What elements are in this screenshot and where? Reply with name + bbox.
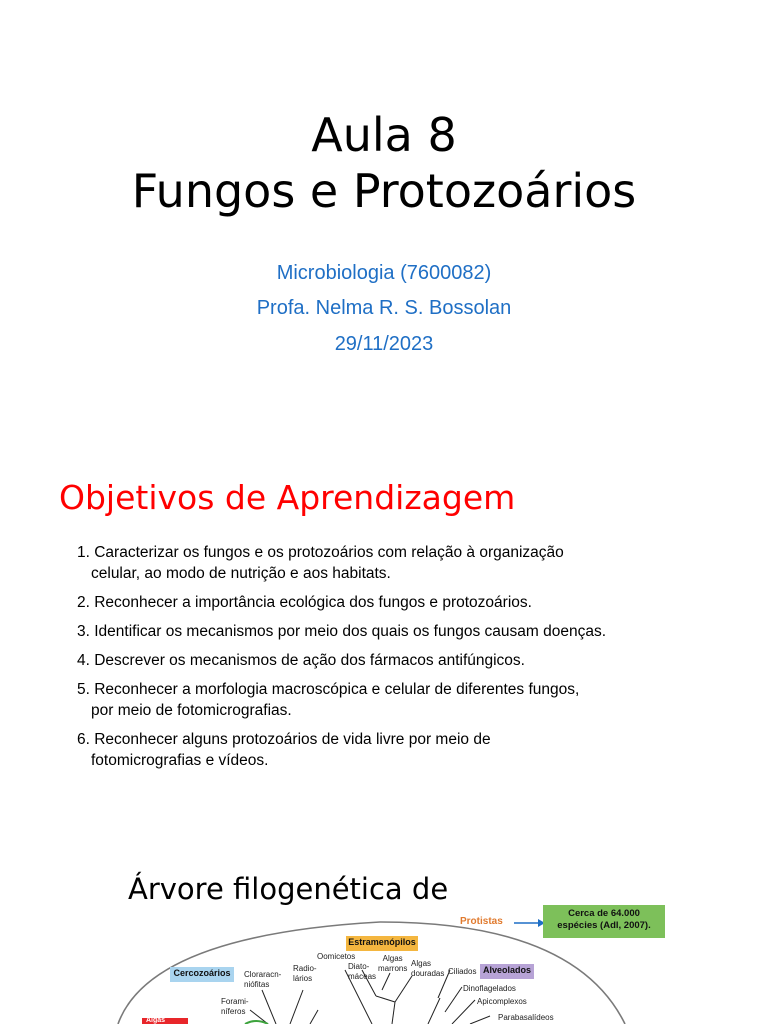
tree-label-line: Diato- xyxy=(348,962,370,971)
professor-name: Profa. Nelma R. S. Bossolan xyxy=(256,297,512,319)
lecture-number: Aula 8 xyxy=(311,108,457,162)
course-name: Microbiologia (7600082) xyxy=(276,262,492,284)
lecture-date: 29/11/2023 xyxy=(334,333,434,355)
lecture-title: Fungos e Protozoários xyxy=(131,164,637,218)
objective-line: 6. Reconhecer alguns protozoários de vida livre por meio de xyxy=(77,731,491,748)
title-slide xyxy=(0,0,768,450)
tree-label-line: marrons xyxy=(378,964,408,973)
objective-line-continued: por meio de fotomicrografias. xyxy=(91,702,292,719)
tree-label-line: Cloraracn- xyxy=(244,970,282,979)
objective-item xyxy=(77,621,757,642)
tree-label-line: Forami- xyxy=(221,997,249,1006)
algas-marrons-label xyxy=(378,954,407,974)
tree-label-line: Algas xyxy=(382,954,403,963)
tree-label-line: douradas xyxy=(411,969,445,978)
species-count-line: espécies (Adl, 2007). xyxy=(557,920,651,931)
ciliados-label: Ciliados xyxy=(448,967,477,976)
objective-line-continued: celular, ao modo de nutrição e aos habitats. xyxy=(91,565,391,582)
species-count-line: Cerca de 64.000 xyxy=(568,908,640,919)
algas-red-label: Algas xyxy=(146,1017,166,1024)
protistas-label: Protistas xyxy=(460,916,503,927)
objective-line-continued: fotomicrografias e vídeos. xyxy=(91,752,269,769)
objective-line: 1. Caracterizar os fungos e os protozoários com relação à organização xyxy=(77,544,564,561)
apicomplexos-label: Apicomplexos xyxy=(477,997,527,1006)
species-count-text xyxy=(543,908,665,932)
foraminiferos-label xyxy=(221,997,249,1017)
alveolados-label: Alveolados xyxy=(482,965,531,975)
diatomaceas-label xyxy=(348,962,376,982)
cercozoarios-label: Cercozoários xyxy=(173,968,231,978)
tree-label-line: lários xyxy=(293,974,313,983)
radiolarios-label xyxy=(293,964,317,984)
objective-item xyxy=(77,679,757,721)
cloraracniofitas-label xyxy=(244,970,281,990)
objectives-slide xyxy=(0,450,768,830)
objective-line: 5. Reconhecer a morfologia macroscópica e celular de diferentes fungos, xyxy=(77,681,580,698)
dinoflagelados-label: Dinoflagelados xyxy=(463,984,516,993)
objective-item xyxy=(77,592,757,613)
objective-item xyxy=(77,542,757,584)
tree-label-line: niófitas xyxy=(244,980,270,989)
oomicetos-label: Oomicetos xyxy=(317,952,356,961)
objective-line: 2. Reconhecer a importância ecológica dos fungos e protozoários. xyxy=(77,594,532,611)
objective-line: 4. Descrever os mecanismos de ação dos fármacos antifúngicos. xyxy=(77,652,525,669)
parabasalideos-label: Parabasalídeos xyxy=(498,1013,554,1022)
objectives-heading: Objetivos de Aprendizagem xyxy=(59,478,516,517)
phylogeny-slide xyxy=(0,830,768,1024)
objective-line: 3. Identificar os mecanismos por meio dos quais os fungos causam doenças. xyxy=(77,623,606,640)
tree-heading: Árvore filogenética de xyxy=(128,872,449,906)
objective-item xyxy=(77,729,757,771)
objective-item xyxy=(77,650,757,671)
tree-label-line: Algas xyxy=(411,959,432,968)
tree-label-line: máceas xyxy=(348,972,377,981)
tree-label-line: Radio- xyxy=(293,964,317,973)
tree-label-line: níferos xyxy=(221,1007,246,1016)
objectives-list xyxy=(77,542,757,779)
estramenopilos-label: Estramenópilos xyxy=(348,937,416,947)
algas-douradas-label xyxy=(411,959,444,979)
